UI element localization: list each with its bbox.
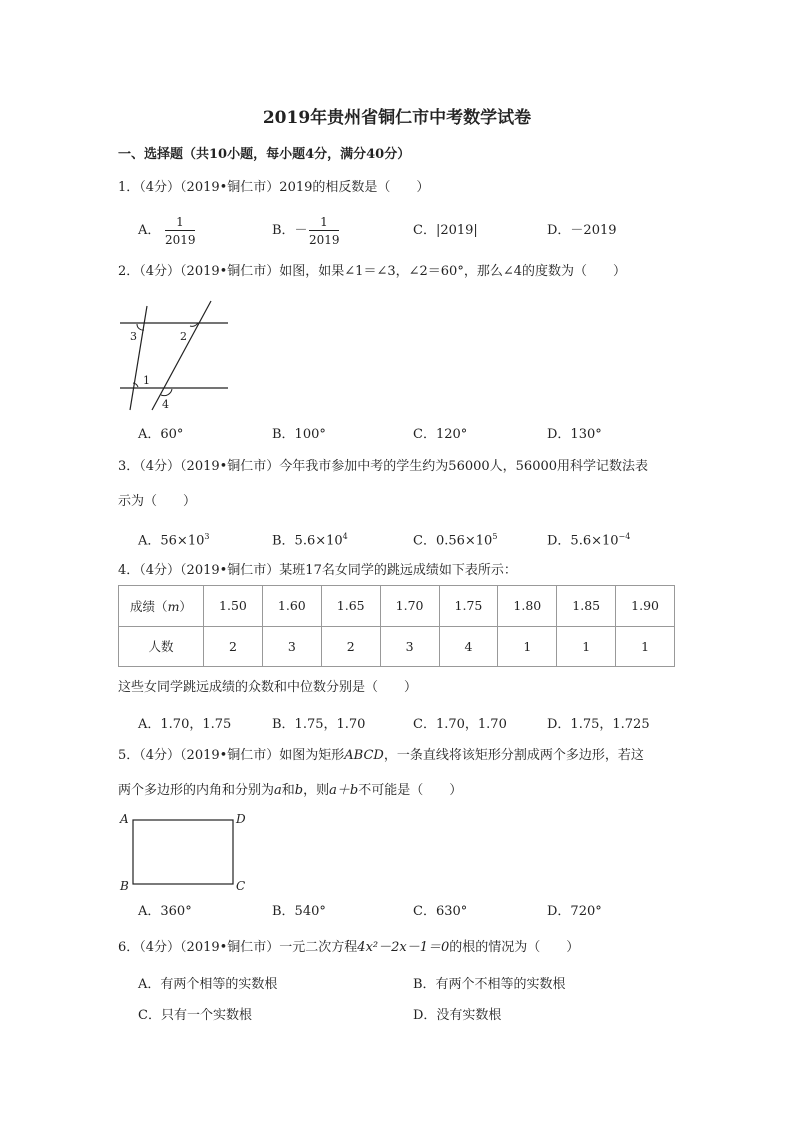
exponent: 5: [492, 532, 498, 541]
q1-option-c: C．|2019|: [413, 223, 478, 238]
label-angle-1: 1: [143, 374, 150, 387]
q6-option-a: A．有两个相等的实数根: [138, 977, 278, 992]
jump-scores-table: [118, 585, 675, 667]
table-cell: 1.50: [204, 586, 263, 627]
stem-text: 不可能是（ ）: [358, 783, 463, 798]
table-cell: 3: [380, 626, 439, 667]
q1-option-b-label: B．－: [272, 223, 308, 238]
q4-option-b: B．1.75，1.70: [272, 717, 366, 732]
table-cell: 1.70: [380, 586, 439, 627]
q6-option-c: C．只有一个实数根: [138, 1008, 252, 1023]
exponent: 3: [204, 532, 210, 541]
stem-text: 6．（4分）（2019•铜仁市）一元二次方程: [118, 940, 358, 955]
table-cell: 4: [439, 626, 498, 667]
q4-option-d: D．1.75，1.725: [547, 717, 650, 732]
table-row: [119, 626, 675, 667]
q6-option-b: B．有两个不相等的实数根: [413, 977, 566, 992]
q2-option-b: B．100°: [272, 427, 326, 442]
page-title: 2019年贵州省铜仁市中考数学试卷: [262, 108, 532, 128]
option-text: C．0.56×10: [413, 533, 493, 549]
q6-option-d: D．没有实数根: [413, 1008, 502, 1023]
label-d: D: [236, 812, 246, 826]
stem-text: 的根的情况为（ ）: [449, 940, 580, 955]
q3-option-c: [413, 533, 497, 547]
q4-option-a: A．1.70，1.75: [138, 717, 232, 732]
table-cell: 1: [557, 626, 616, 667]
quadratic-equation: 4x²－2x－1＝0: [357, 940, 450, 955]
q4-option-c: C．1.70，1.70: [413, 717, 507, 732]
fraction-denominator: 2019: [309, 233, 340, 247]
question-4-stem: 4．（4分）（2019•铜仁市）某班17名女同学的跳远成绩如下表所示：: [118, 563, 517, 578]
stem-text: 两个多边形的内角和分别为: [118, 783, 275, 798]
variable-a: a: [274, 783, 282, 798]
table-cell: 1.90: [616, 586, 675, 627]
sum-expression: a＋b: [329, 783, 359, 798]
table-cell: 1.65: [321, 586, 380, 627]
fraction-numerator: 1: [176, 215, 184, 229]
q5-option-a: A．360°: [138, 904, 192, 919]
q3-option-d: [547, 533, 630, 547]
option-text: D．5.6×10: [547, 533, 619, 549]
right-transversal: [152, 301, 211, 410]
table-row: [119, 586, 675, 627]
option-text: A．56×10: [138, 533, 205, 549]
stem-text: 5．（4分）（2019•铜仁市）如图为矩形: [118, 748, 345, 763]
label-angle-4: 4: [162, 398, 169, 411]
rectangle-name: ABCD: [344, 748, 384, 763]
exponent: −4: [618, 532, 631, 541]
label-angle-2: 2: [180, 330, 187, 343]
q5-option-d: D．720°: [547, 904, 602, 919]
question-5-stem-line1: [118, 749, 644, 762]
q5-option-b: B．540°: [272, 904, 326, 919]
parallel-lines-figure: [112, 296, 242, 414]
table-cell: 1.75: [439, 586, 498, 627]
rectangle-figure: [112, 808, 257, 894]
table-cell: 2: [204, 626, 263, 667]
q2-option-a: A．60°: [138, 427, 184, 442]
q1-option-a-fraction: [165, 216, 195, 246]
table-cell: 1: [498, 626, 557, 667]
section-heading: 一、选择题（共10小题，每小题4分，满分40分）: [118, 147, 411, 162]
q1-option-d: D．－2019: [547, 223, 617, 238]
left-transversal: [130, 306, 147, 410]
q5-option-c: C．630°: [413, 904, 468, 919]
q1-option-a-label: A．: [138, 223, 161, 238]
question-4-followup: 这些女同学跳远成绩的众数和中位数分别是（ ）: [118, 680, 418, 695]
rectangle-abcd: [133, 820, 233, 884]
header-text: ）: [179, 598, 192, 614]
q3-option-b: [272, 533, 348, 547]
header-text: 成绩（: [130, 598, 168, 614]
question-2-stem: 2．（4分）（2019•铜仁市）如图，如果∠1＝∠3，∠2＝60°，那么∠4的度数为（ ）: [118, 264, 626, 279]
exponent: 4: [342, 532, 348, 541]
variable-b: b: [294, 783, 304, 798]
label-b: B: [120, 879, 129, 893]
option-text: B．5.6×10: [272, 533, 343, 549]
table-cell: 3: [262, 626, 321, 667]
question-3-stem-line1: 3．（4分）（2019•铜仁市）今年我市参加中考的学生约为56000人，56000用科学记数法表: [118, 459, 649, 474]
q1-option-b-fraction: [309, 216, 339, 246]
label-c: C: [236, 879, 246, 893]
stem-text: ，一条直线将该矩形分割成两个多边形，若这: [383, 748, 644, 763]
row-header-score: [119, 586, 204, 627]
stem-text: 和: [281, 783, 295, 798]
table-cell: 1.60: [262, 586, 321, 627]
question-5-stem-line2: [118, 784, 462, 797]
table-cell: 1.80: [498, 586, 557, 627]
row-header-count: 人数: [119, 626, 204, 667]
question-3-stem-line2: 示为（ ）: [118, 494, 197, 509]
fraction-numerator: 1: [320, 215, 328, 229]
q2-option-d: D．130°: [547, 427, 602, 442]
stem-text: ，则: [303, 783, 330, 798]
label-a: A: [120, 812, 129, 826]
table-cell: 1: [616, 626, 675, 667]
question-6-stem: [118, 941, 579, 954]
q3-option-a: [138, 533, 209, 547]
fraction-denominator: 2019: [165, 233, 196, 247]
table-cell: 1.85: [557, 586, 616, 627]
q2-option-c: C．120°: [413, 427, 468, 442]
table-cell: 2: [321, 626, 380, 667]
unit-variable: m: [167, 598, 180, 614]
question-1-stem: 1．（4分）（2019•铜仁市）2019的相反数是（ ）: [118, 180, 430, 195]
label-angle-3: 3: [130, 330, 137, 343]
